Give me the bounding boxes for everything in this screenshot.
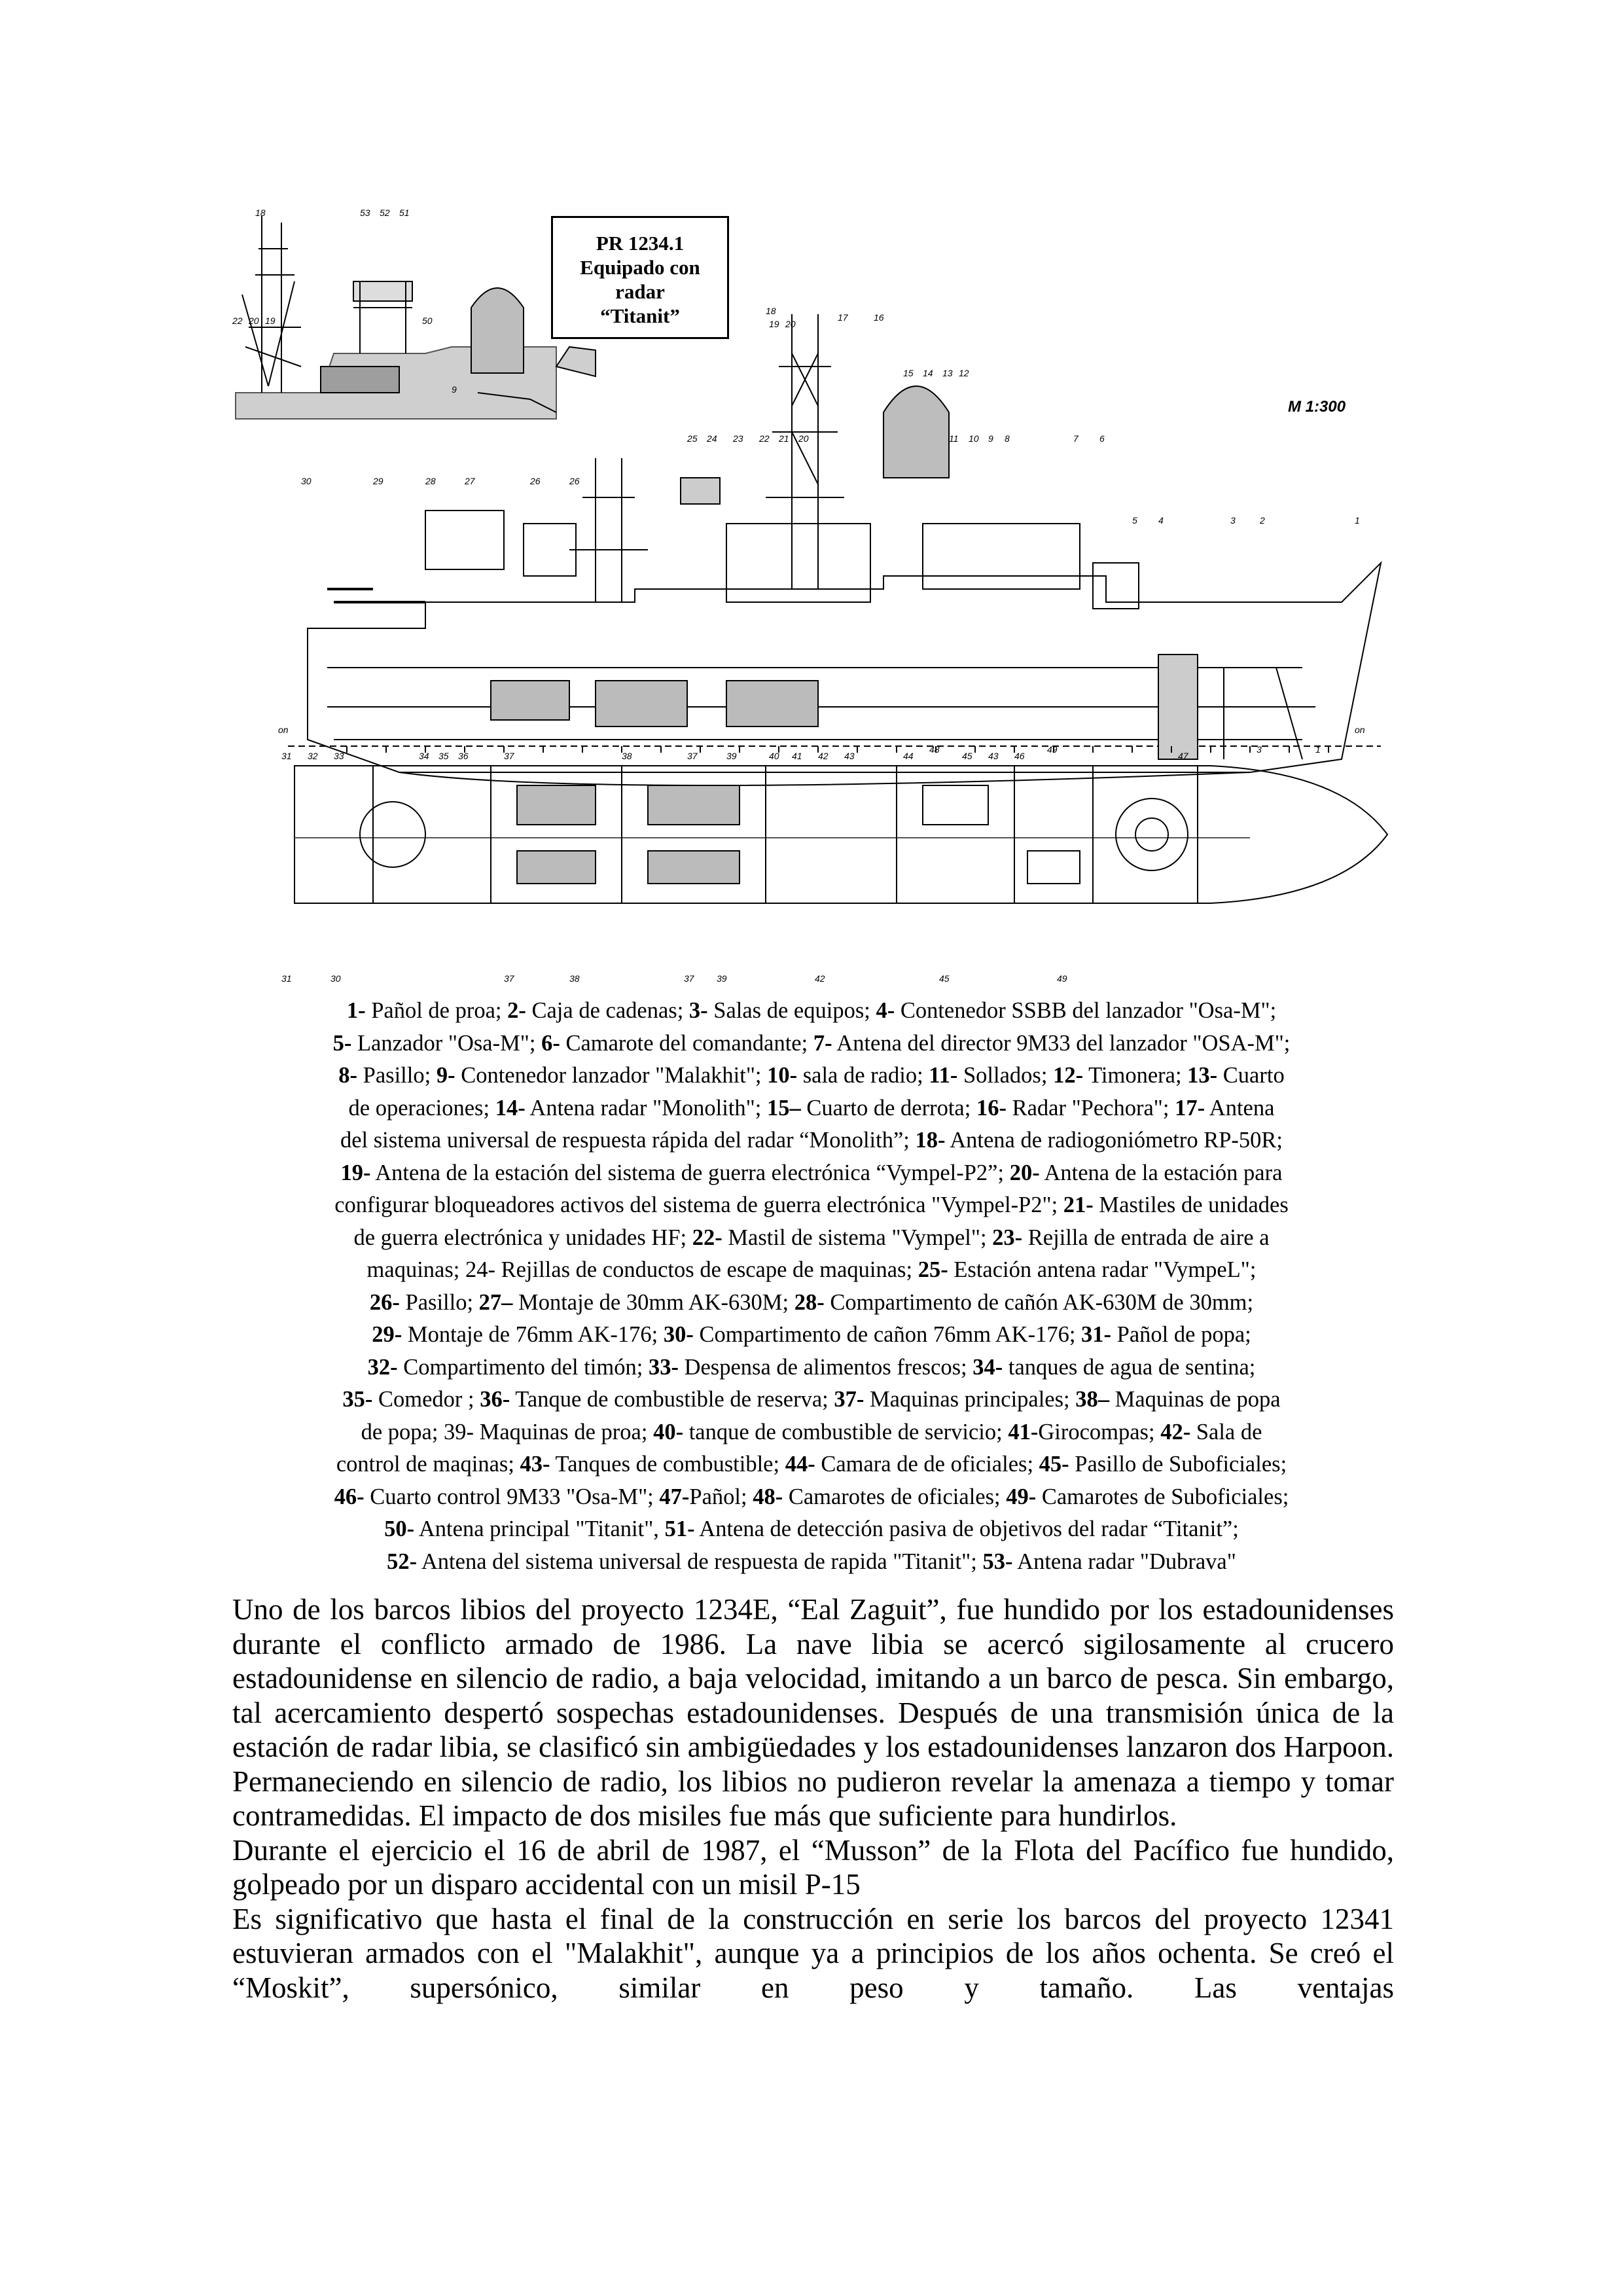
legend-line <box>226 1124 1397 1157</box>
svg-text:25: 25 <box>687 433 698 444</box>
svg-text:22: 22 <box>232 315 243 326</box>
legend-item-number: 23- <box>992 1225 1023 1250</box>
legend-item-text: de popa; 39- Maquinas de proa; <box>361 1419 654 1444</box>
legend-item-number: 15– <box>766 1095 801 1121</box>
legend-line <box>226 1287 1397 1319</box>
legend-item-text: Caja de cadenas; <box>526 998 689 1023</box>
legend-item-text: Antena de radiogoniómetro RP-50R; <box>945 1128 1283 1153</box>
legend-item-text: Maquinas principales; <box>864 1387 1076 1412</box>
legend-item-text: maquinas; 24- Rejillas de conductos de escape de maquinas; <box>366 1257 918 1282</box>
svg-text:49: 49 <box>1057 973 1067 984</box>
svg-text:37: 37 <box>687 751 698 761</box>
svg-text:3: 3 <box>1257 744 1262 755</box>
callout-line: Equipado con <box>580 256 700 279</box>
legend-item-number: 3- <box>688 998 708 1023</box>
svg-text:33: 33 <box>334 751 344 761</box>
svg-text:26: 26 <box>569 476 580 486</box>
legend-item-number: 21- <box>1063 1193 1094 1217</box>
legend-item-number: 53- <box>982 1549 1013 1574</box>
legend-item-number: 14- <box>495 1095 526 1121</box>
svg-text:18: 18 <box>255 207 266 218</box>
legend-item-number: 51- <box>664 1516 695 1541</box>
legend-item-text: Sollados; <box>957 1063 1054 1088</box>
svg-text:19: 19 <box>769 319 779 329</box>
legend-item-text: Mastiles de unidades <box>1093 1193 1289 1217</box>
svg-text:8: 8 <box>1005 433 1010 444</box>
legend-item-text: Tanques de combustible; <box>550 1452 785 1477</box>
svg-text:16: 16 <box>874 312 884 323</box>
legend-item-text: Despensa de alimentos frescos; <box>678 1354 973 1380</box>
svg-text:42: 42 <box>818 751 829 761</box>
svg-text:20: 20 <box>785 319 796 329</box>
legend-item-number: 5- <box>332 1030 352 1056</box>
svg-text:13: 13 <box>942 368 953 378</box>
legend-line <box>226 1254 1397 1287</box>
legend-item-text: Montaje de 30mm AK-630M; <box>512 1289 794 1315</box>
legend-item-text: sala de radio; <box>797 1063 929 1088</box>
svg-text:22: 22 <box>759 433 770 444</box>
legend-line <box>226 995 1397 1028</box>
variant-callout-box <box>551 216 729 339</box>
legend-item-text: Rejilla de entrada de aire a <box>1022 1225 1270 1250</box>
svg-text:29: 29 <box>373 476 383 486</box>
svg-text:43: 43 <box>844 751 855 761</box>
legend-item-text: Pasillo de Suboficiales; <box>1069 1452 1287 1477</box>
legend-item-number: 49- <box>1006 1484 1037 1509</box>
svg-text:on: on <box>1355 725 1365 735</box>
svg-text:41: 41 <box>792 751 802 761</box>
callout-line: PR 1234.1 <box>596 232 685 255</box>
svg-text:35: 35 <box>438 751 449 761</box>
legend-line <box>226 1513 1397 1546</box>
svg-text:20: 20 <box>798 433 809 444</box>
svg-text:30: 30 <box>301 476 312 486</box>
legend-item-number: 50- <box>384 1516 415 1541</box>
svg-text:14: 14 <box>923 368 933 378</box>
legend-item-number: 35- <box>342 1387 373 1412</box>
legend-line <box>226 1416 1397 1449</box>
legend-line <box>226 1448 1397 1481</box>
legend-item-text: control de maqinas; <box>336 1452 520 1477</box>
legend-item-number: 32- <box>367 1354 398 1380</box>
legend-item-number: 17- <box>1175 1095 1205 1121</box>
svg-text:50: 50 <box>422 315 433 326</box>
legend-item-text: Antena <box>1205 1095 1275 1121</box>
legend-item-text: Mastil de sistema "Vympel"; <box>722 1225 993 1250</box>
svg-text:40: 40 <box>769 751 779 761</box>
legend-line <box>226 1319 1397 1352</box>
svg-text:37: 37 <box>504 973 514 984</box>
svg-text:28: 28 <box>425 476 436 486</box>
svg-text:31: 31 <box>281 973 292 984</box>
svg-text:2: 2 <box>1260 515 1265 526</box>
callout-line: “Titanit” <box>600 304 680 327</box>
legend-item-number: 6- <box>541 1030 560 1056</box>
legend-item-number: 25- <box>918 1257 948 1282</box>
svg-text:47: 47 <box>1178 751 1188 761</box>
legend-item-number: 28- <box>794 1289 825 1315</box>
legend-line <box>226 1157 1397 1190</box>
legend-item-number: 33- <box>648 1354 679 1380</box>
svg-text:44: 44 <box>903 751 914 761</box>
legend-item-number: 19- <box>340 1160 371 1185</box>
scale-label: M 1:300 <box>1288 398 1346 416</box>
legend-item-number: 34- <box>972 1354 1003 1380</box>
ship-schematic-figure <box>229 196 1394 988</box>
svg-text:37: 37 <box>504 751 514 761</box>
legend-item-text: Tanque de combustible de reserva; <box>510 1387 834 1412</box>
legend-item-number: 43- <box>520 1452 550 1477</box>
legend-item-text: Girocompas; <box>1038 1419 1161 1444</box>
svg-text:46: 46 <box>1014 751 1025 761</box>
legend-item-text: Camarotes de Suboficiales; <box>1036 1484 1289 1509</box>
paragraph: Es significativo que hasta el final de la construcción en serie los barcos del proyecto 12341 estuvieran armados con el "Malakhit", aunque ya a principios de los años ochenta. Se creó el “Moskit”, supersónico, similar en peso y tamaño. Las ventajas <box>232 1902 1394 2004</box>
legend-item-text: configurar bloqueadores activos del sistema de guerra electrónica "Vympel-P2"; <box>334 1193 1063 1217</box>
legend-item-number: 45- <box>1039 1452 1069 1477</box>
legend-item-text: del sistema universal de respuesta rápida del radar “Monolith”; <box>340 1128 916 1153</box>
legend-item-text: Comedor ; <box>372 1387 480 1412</box>
legend-item-text: Antena radar "Dubrava" <box>1012 1549 1236 1574</box>
legend-item-number: 44- <box>785 1452 815 1477</box>
legend-item-text: Camarote del comandante; <box>560 1030 813 1056</box>
svg-text:53: 53 <box>360 207 370 218</box>
legend-line <box>226 1546 1397 1579</box>
legend-item-text: Compartimento de cañón AK-630M de 30mm; <box>824 1289 1254 1315</box>
svg-text:7: 7 <box>1073 433 1079 444</box>
svg-text:1: 1 <box>1355 515 1360 526</box>
legend-item-number: 41- <box>1008 1419 1039 1444</box>
legend-item-number: 31- <box>1081 1322 1112 1347</box>
svg-text:34: 34 <box>419 751 429 761</box>
legend-item-text: Cuarto <box>1217 1063 1285 1088</box>
svg-text:12: 12 <box>959 368 969 378</box>
svg-text:52: 52 <box>380 207 390 218</box>
legend-item-text: Salas de equipos; <box>707 998 876 1023</box>
body-text <box>232 1592 1394 2005</box>
legend-item-text: Montaje de 76mm AK-176; <box>402 1322 664 1347</box>
svg-text:11: 11 <box>949 433 959 444</box>
svg-text:32: 32 <box>308 751 318 761</box>
svg-text:31: 31 <box>281 751 292 761</box>
legend-item-number: 22- <box>692 1225 722 1250</box>
svg-text:39: 39 <box>717 973 727 984</box>
legend-line <box>226 1028 1397 1060</box>
legend-item-number: 11- <box>929 1063 958 1088</box>
legend-item-text: Compartimento del timón; <box>397 1354 649 1380</box>
legend-item-text: Timonera; <box>1083 1063 1188 1088</box>
legend-line <box>226 1481 1397 1514</box>
svg-text:9: 9 <box>988 433 993 444</box>
legend-item-text: Antena de la estación para <box>1039 1160 1283 1185</box>
figure-legend <box>226 995 1397 1578</box>
svg-text:24: 24 <box>707 433 717 444</box>
svg-text:42: 42 <box>815 973 825 984</box>
legend-item-text: Lanzador "Osa-M"; <box>351 1030 542 1056</box>
svg-text:5: 5 <box>1132 515 1137 526</box>
svg-text:20: 20 <box>249 315 259 326</box>
plan-view-drawing <box>294 766 1387 903</box>
legend-line <box>226 1092 1397 1125</box>
svg-text:1: 1 <box>1315 744 1321 755</box>
svg-text:30: 30 <box>330 973 341 984</box>
legend-item-text: Compartimento de cañon 76mm AK-176; <box>693 1322 1082 1347</box>
legend-item-text: Pasillo; <box>399 1289 479 1315</box>
svg-text:9: 9 <box>452 384 457 395</box>
legend-item-number: 52- <box>387 1549 418 1574</box>
svg-text:17: 17 <box>838 312 848 323</box>
inset-variant-drawing <box>236 216 596 419</box>
legend-item-number: 2- <box>507 998 526 1023</box>
legend-item-text: Antena principal "Titanit", <box>414 1516 665 1541</box>
svg-text:38: 38 <box>622 751 632 761</box>
legend-item-text: Contenedor lanzador "Malakhit"; <box>455 1063 768 1088</box>
paragraph: Uno de los barcos libios del proyecto 1234E, “Eal Zaguit”, fue hundido por los estadounidenses durante el conflicto armado de 1986. La nave libia se acercó sigilosamente al crucero estadounidense en silencio de radio, a baja velocidad, imitando a un barco de pesca. Sin embargo, tal acercamiento despertó sospechas estadounidenses. Después de una transmisión única de la estación de radar libia, se clasificó sin ambigüedades y los estadounidenses lanzaron dos Harpoon. Permaneciendo en silencio de radio, los libios no pudieron revelar la amenaza a tiempo y tomar contramedidas. El impacto de dos misiles fue más que suficiente para hundirlos. <box>232 1593 1394 1832</box>
svg-text:10: 10 <box>969 433 979 444</box>
callout-line: radar <box>615 280 665 303</box>
svg-text:26: 26 <box>530 476 541 486</box>
legend-item-number: 37- <box>834 1387 865 1412</box>
legend-item-text: Antena del sistema universal de respuesta de rapida "Titanit"; <box>417 1549 983 1574</box>
svg-text:19: 19 <box>265 315 276 326</box>
legend-item-number: 27– <box>478 1289 513 1315</box>
svg-text:3: 3 <box>1230 515 1236 526</box>
legend-item-number: 38– <box>1075 1387 1110 1412</box>
legend-item-number: 7- <box>813 1030 832 1056</box>
legend-item-text: de operaciones; <box>348 1095 495 1121</box>
legend-line <box>226 1060 1397 1092</box>
legend-item-text: Antena radar "Monolith"; <box>525 1095 767 1121</box>
legend-item-number: 12- <box>1053 1063 1084 1088</box>
legend-item-number: 46- <box>334 1484 365 1509</box>
legend-item-text: Cuarto de derrota; <box>800 1095 976 1121</box>
legend-item-number: 18- <box>915 1128 946 1153</box>
svg-text:6: 6 <box>1099 433 1105 444</box>
legend-item-number: 42- <box>1160 1419 1191 1444</box>
svg-text:49: 49 <box>1047 744 1058 755</box>
legend-item-text: Pañol de popa; <box>1111 1322 1251 1347</box>
legend-item-number: 48- <box>753 1484 783 1509</box>
legend-item-number: 4- <box>876 998 895 1023</box>
svg-text:51: 51 <box>399 207 410 218</box>
legend-item-text: de guerra electrónica y unidades HF; <box>353 1225 692 1250</box>
legend-item-text: Camara de de oficiales; <box>815 1452 1039 1477</box>
ship-schematic-drawing <box>229 196 1394 988</box>
legend-item-number: 30- <box>663 1322 694 1347</box>
legend-item-number: 47- <box>659 1484 690 1509</box>
legend-item-text: Antena de la estación del sistema de guerra electrónica “Vympel-P2”; <box>370 1160 1010 1185</box>
legend-item-text: Estación antena radar "VympeL"; <box>948 1257 1257 1282</box>
legend-item-text: Radar "Pechora"; <box>1006 1095 1175 1121</box>
legend-line <box>226 1222 1397 1255</box>
legend-line <box>226 1352 1397 1384</box>
svg-text:23: 23 <box>733 433 743 444</box>
legend-item-text: Antena de detección pasiva de objetivos del radar “Titanit”; <box>694 1516 1239 1541</box>
svg-text:48: 48 <box>929 744 940 755</box>
legend-item-text: Sala de <box>1190 1419 1262 1444</box>
legend-item-text: Pasillo; <box>357 1063 437 1088</box>
legend-item-number: 16- <box>976 1095 1007 1121</box>
legend-item-text: Cuarto control 9M33 "Osa-M"; <box>364 1484 660 1509</box>
svg-text:27: 27 <box>465 476 475 486</box>
legend-item-number: 13- <box>1187 1063 1218 1088</box>
legend-item-number: 10- <box>767 1063 798 1088</box>
paragraph: Durante el ejercicio el 16 de abril de 1987, el “Musson” de la Flota del Pacífico fue hundido, golpeado por un disparo accidental con un misil P-15 <box>232 1833 1394 1901</box>
legend-item-number: 29- <box>372 1322 402 1347</box>
legend-item-text: tanques de agua de sentina; <box>1003 1354 1256 1380</box>
svg-text:21: 21 <box>779 433 789 444</box>
svg-text:18: 18 <box>766 306 776 316</box>
legend-item-number: 8- <box>338 1063 358 1088</box>
legend-item-text: Pañol de proa; <box>365 998 508 1023</box>
svg-text:36: 36 <box>458 751 469 761</box>
svg-text:37: 37 <box>684 973 694 984</box>
legend-item-text: Maquinas de popa <box>1109 1387 1281 1412</box>
legend-item-number: 40- <box>653 1419 684 1444</box>
svg-text:38: 38 <box>569 973 580 984</box>
svg-text:15: 15 <box>903 368 914 378</box>
svg-text:43: 43 <box>988 751 999 761</box>
legend-line <box>226 1189 1397 1222</box>
legend-item-number: 26- <box>369 1289 400 1315</box>
legend-item-text: Contenedor SSBB del lanzador "Osa-M"; <box>895 998 1277 1023</box>
legend-item-number: 1- <box>346 998 366 1023</box>
svg-text:4: 4 <box>1158 515 1164 526</box>
legend-item-number: 9- <box>436 1063 455 1088</box>
legend-item-text: Pañol; <box>689 1484 753 1509</box>
legend-item-text: Antena del director 9M33 del lanzador "OSA-M"; <box>832 1030 1291 1056</box>
svg-text:45: 45 <box>962 751 972 761</box>
svg-text:45: 45 <box>939 973 950 984</box>
legend-item-number: 20- <box>1009 1160 1040 1185</box>
legend-item-text: tanque de combustible de servicio; <box>683 1419 1008 1444</box>
legend-line <box>226 1384 1397 1416</box>
svg-text:on: on <box>278 725 289 735</box>
legend-item-text: Camarotes de oficiales; <box>783 1484 1007 1509</box>
svg-text:39: 39 <box>726 751 737 761</box>
legend-item-number: 36- <box>480 1387 510 1412</box>
